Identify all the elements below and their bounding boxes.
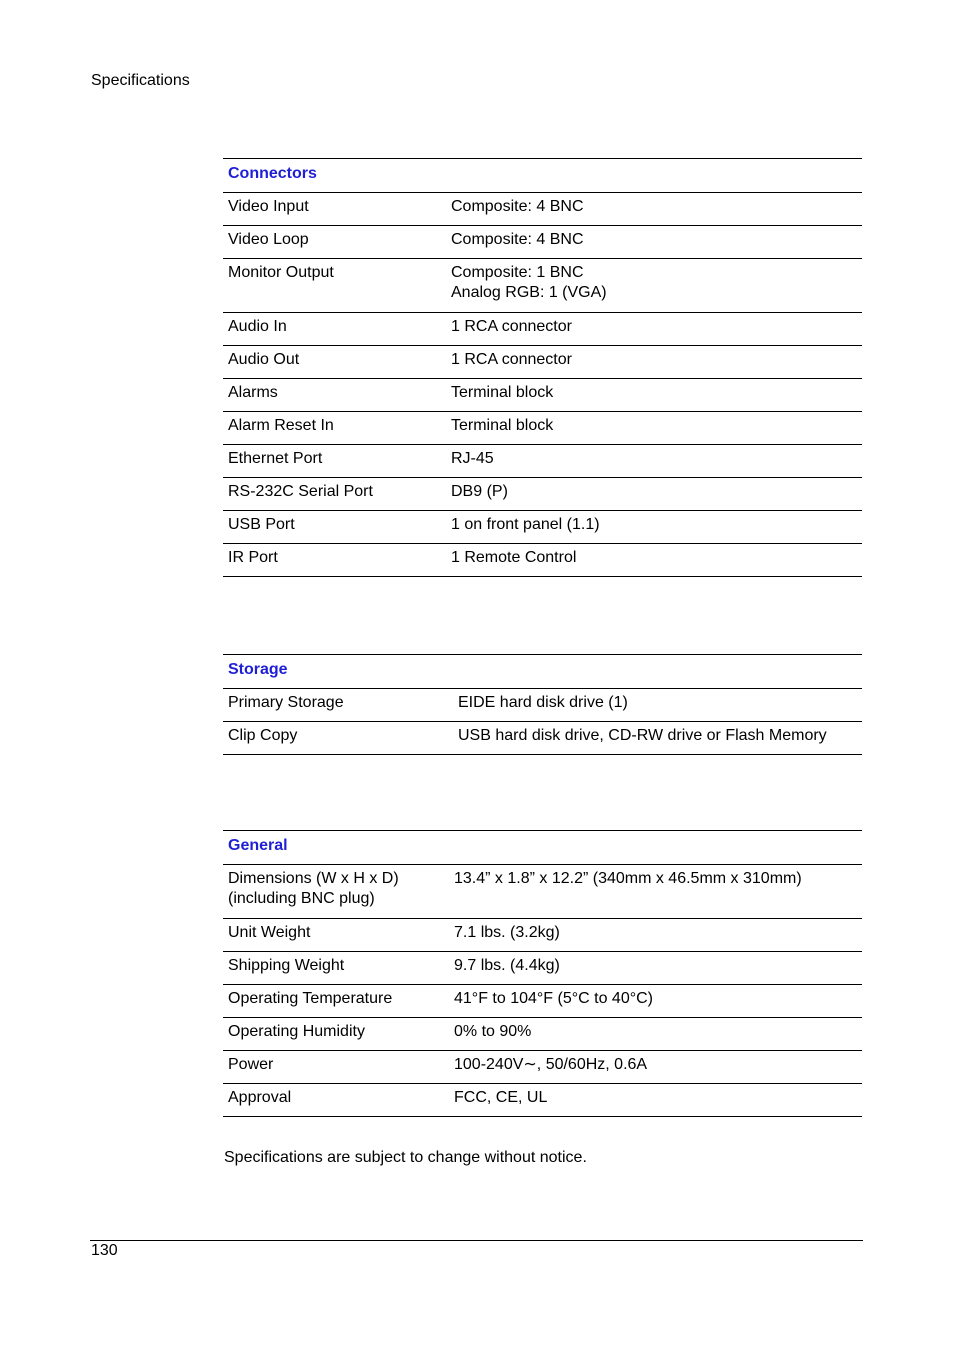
table-row [223, 1051, 862, 1084]
connectors-heading: Connectors [228, 165, 317, 182]
table-row [223, 985, 862, 1018]
table-row [223, 412, 862, 445]
table-row [223, 689, 862, 722]
spec-label: Operating Humidity [228, 1023, 365, 1040]
spec-value: Terminal block [451, 384, 554, 401]
spec-value: Composite: 4 BNC [451, 231, 584, 248]
general-table [223, 830, 862, 1117]
table-row [223, 722, 862, 755]
running-head: Specifications [91, 72, 190, 89]
spec-label: Alarm Reset In [228, 417, 334, 434]
spec-value: 1 RCA connector [451, 318, 572, 335]
spec-label: Alarms [228, 384, 278, 401]
spec-value: 1 Remote Control [451, 549, 577, 566]
spec-label: Operating Temperature [228, 990, 393, 1007]
connectors-header-row [223, 159, 862, 193]
table-row [223, 478, 862, 511]
table-row [223, 193, 862, 226]
spec-label: RS-232C Serial Port [228, 483, 373, 500]
spec-value: Composite: 1 BNC Analog RGB: 1 (VGA) [451, 264, 607, 301]
spec-label: Ethernet Port [228, 450, 323, 467]
table-row [223, 919, 862, 952]
spec-value: 7.1 lbs. (3.2kg) [454, 924, 560, 941]
table-row [223, 226, 862, 259]
footer-divider [90, 1240, 863, 1241]
page-number: 130 [91, 1242, 118, 1259]
table-row [223, 379, 862, 412]
spec-value: 1 RCA connector [451, 351, 572, 368]
spec-value: 1 on front panel (1.1) [451, 516, 600, 533]
spec-value: DB9 (P) [451, 483, 508, 500]
spec-label: Monitor Output [228, 264, 334, 281]
spec-value: EIDE hard disk drive (1) [458, 694, 628, 711]
table-row [223, 865, 862, 919]
general-heading: General [228, 837, 288, 854]
table-row [223, 1018, 862, 1051]
spec-label: Unit Weight [228, 924, 311, 941]
spec-value: Terminal block [451, 417, 554, 434]
spec-value: 0% to 90% [454, 1023, 532, 1040]
spec-label: Dimensions (W x H x D) (including BNC plug) [228, 870, 399, 907]
spec-label: Video Loop [228, 231, 309, 248]
spec-label: Audio In [228, 318, 287, 335]
storage-table [223, 654, 862, 755]
spec-label: Primary Storage [228, 694, 344, 711]
general-header-row [223, 831, 862, 865]
table-row [223, 259, 862, 313]
spec-label: USB Port [228, 516, 295, 533]
spec-value: 13.4” x 1.8” x 12.2” (340mm x 46.5mm x 310mm) [454, 870, 802, 887]
spec-value: Composite: 4 BNC [451, 198, 584, 215]
table-row [223, 313, 862, 346]
spec-label: IR Port [228, 549, 278, 566]
spec-value: USB hard disk drive, CD-RW drive or Flash Memory [458, 727, 827, 744]
spec-label: Power [228, 1056, 274, 1073]
table-row [223, 952, 862, 985]
spec-value: 100-240V∼, 50/60Hz, 0.6A [454, 1056, 648, 1073]
table-row [223, 511, 862, 544]
footnote: Specifications are subject to change without notice. [224, 1149, 587, 1166]
table-row [223, 346, 862, 379]
spec-label: Clip Copy [228, 727, 298, 744]
table-row [223, 445, 862, 478]
storage-header-row [223, 655, 862, 689]
storage-heading: Storage [228, 661, 288, 678]
table-row [223, 544, 862, 577]
spec-label: Shipping Weight [228, 957, 345, 974]
spec-label: Video Input [228, 198, 309, 215]
spec-value: RJ-45 [451, 450, 494, 467]
spec-label: Approval [228, 1089, 292, 1106]
spec-value: FCC, CE, UL [454, 1089, 548, 1106]
spec-value: 9.7 lbs. (4.4kg) [454, 957, 560, 974]
spec-value: 41°F to 104°F (5°C to 40°C) [454, 990, 654, 1007]
table-row [223, 1084, 862, 1117]
spec-label: Audio Out [228, 351, 300, 368]
connectors-table [223, 158, 862, 577]
